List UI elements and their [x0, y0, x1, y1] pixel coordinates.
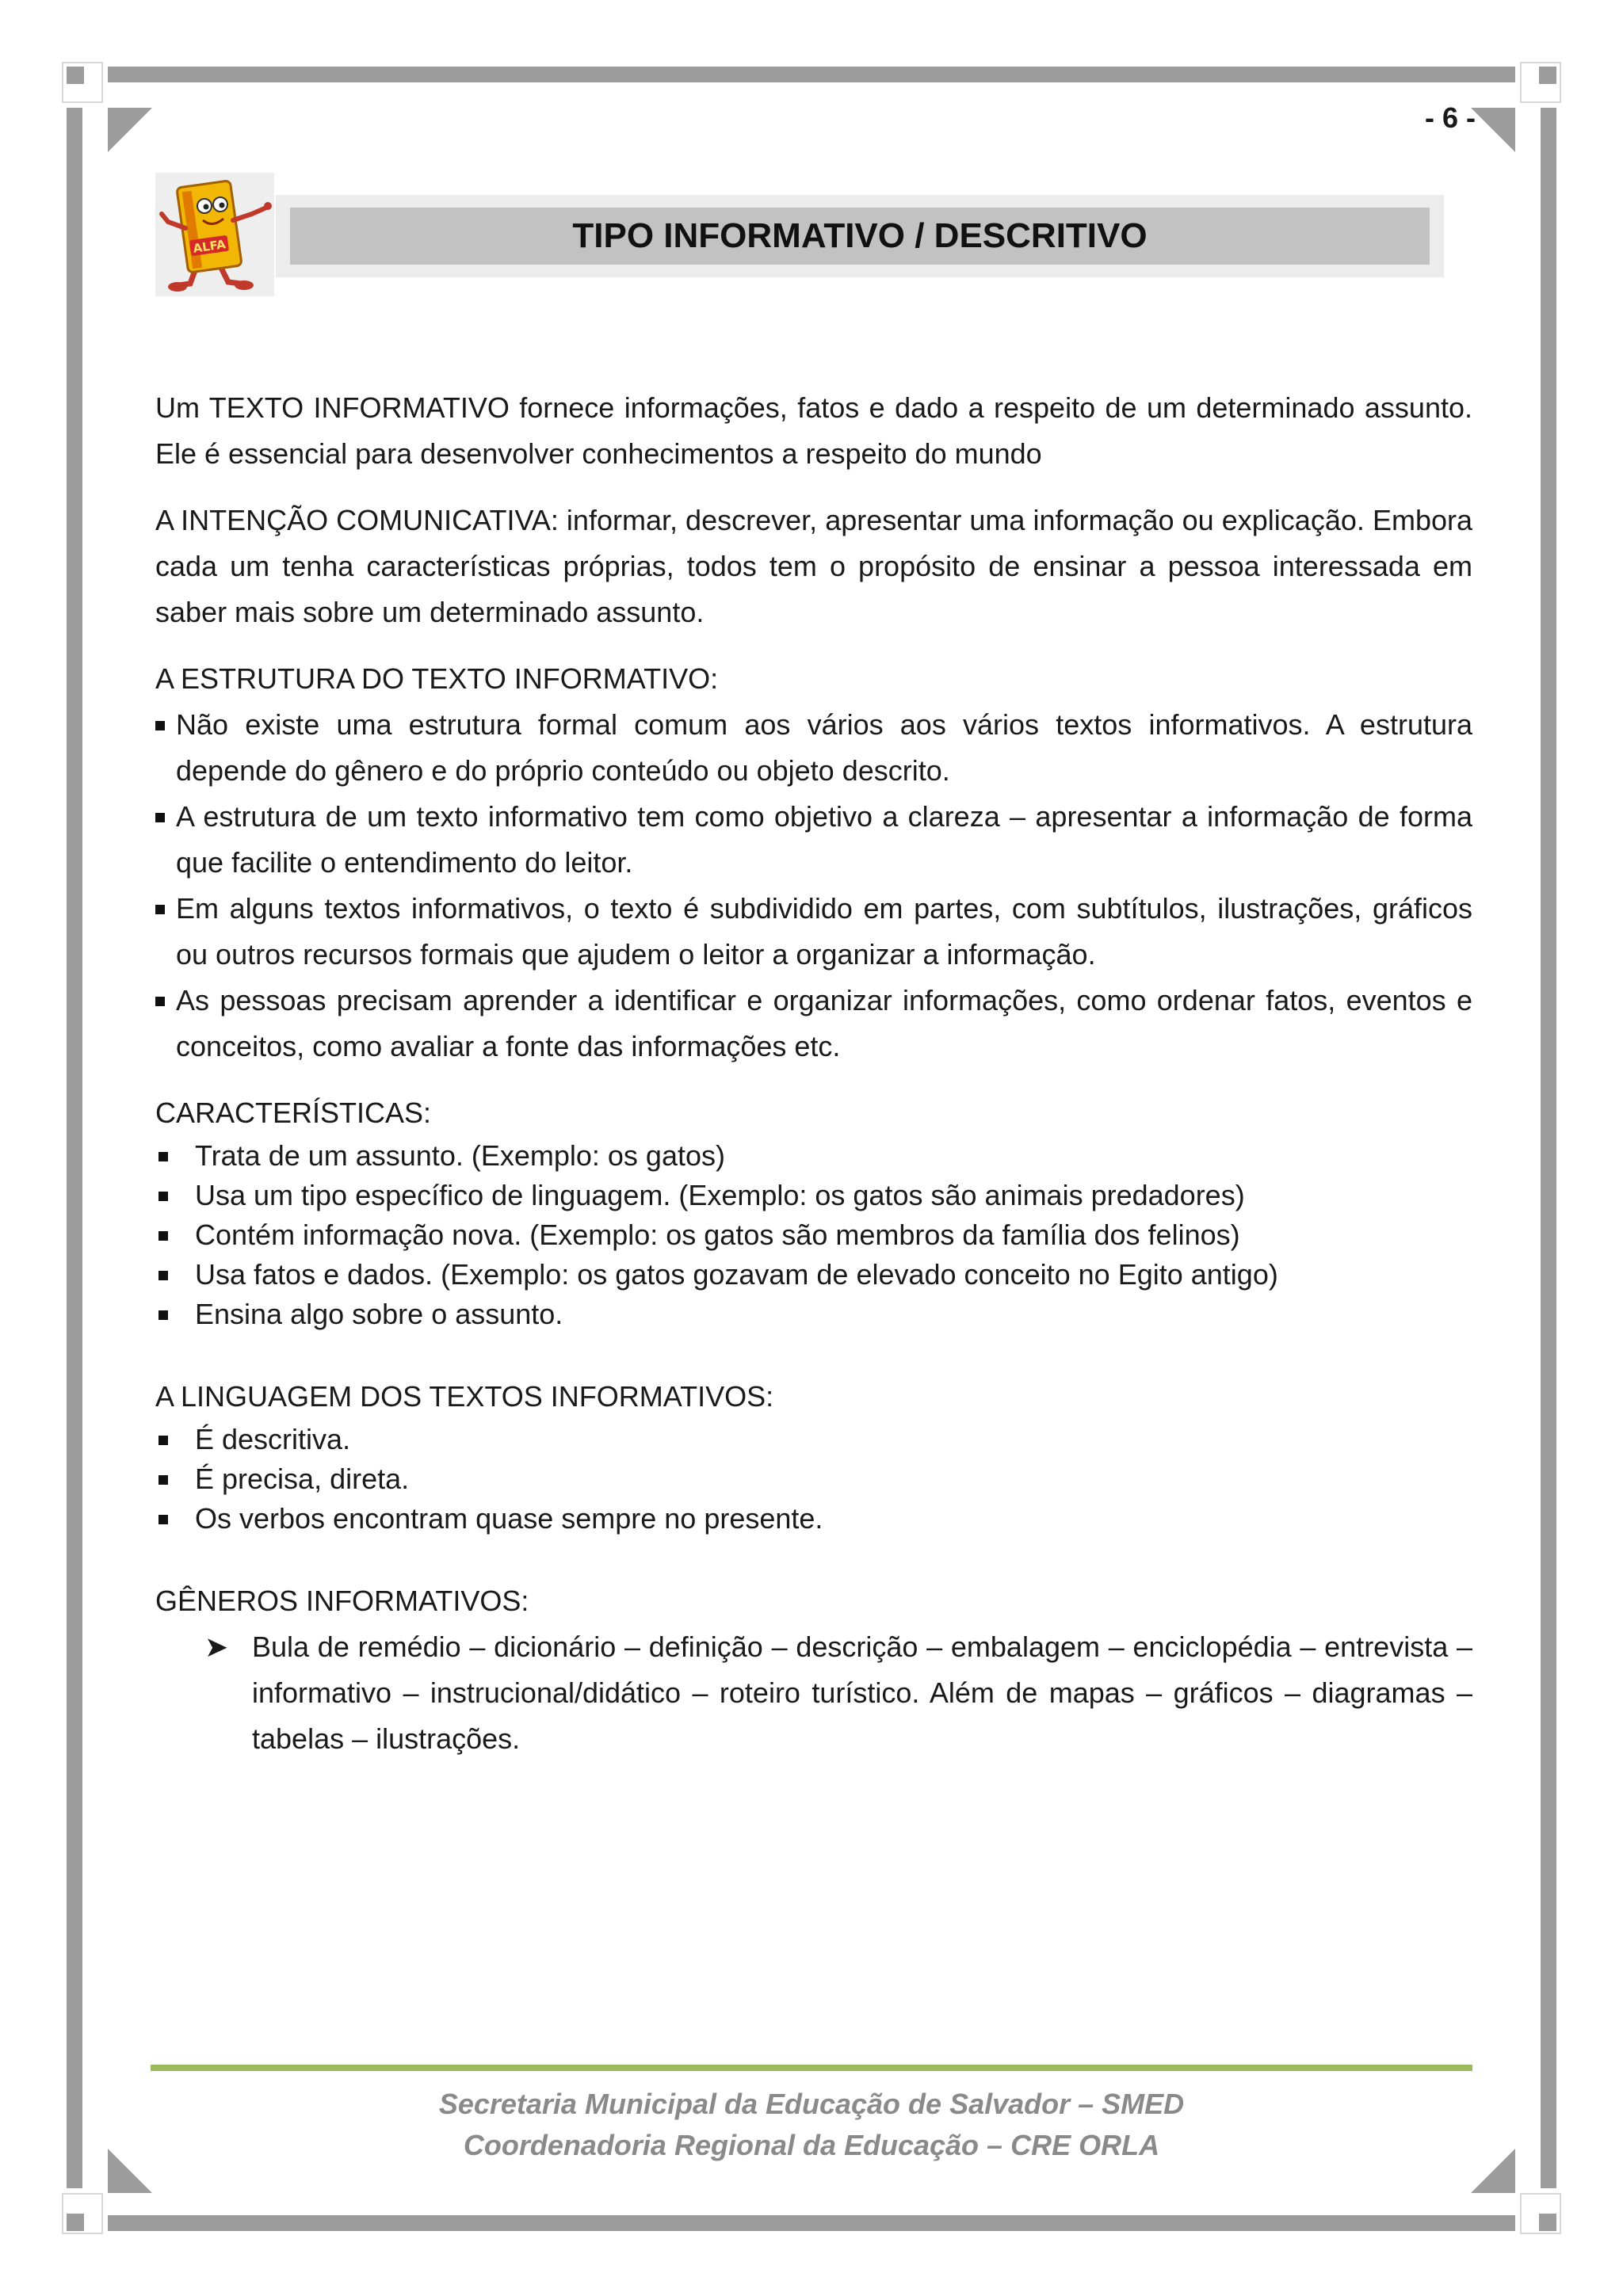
frame-triangle-tr	[1471, 108, 1515, 152]
list-item: É descritiva.	[155, 1420, 1472, 1459]
list-item: Não existe uma estrutura formal comum aos vários aos vários textos informativos. A estrutura depende do gênero e do próprio conteúdo ou objeto descrito.	[155, 702, 1472, 794]
list-item: Contém informação nova. (Exemplo: os gatos são membros da família dos felinos)	[155, 1215, 1472, 1255]
footer-line-1: Secretaria Municipal da Educação de Salvador – SMED	[438, 2088, 1185, 2120]
section-estrutura	[155, 656, 1472, 1070]
frame-corner-square-bl	[67, 2214, 84, 2231]
section-title-estrutura: A ESTRUTURA DO TEXTO INFORMATIVO:	[155, 662, 719, 695]
section-linguagem	[155, 1374, 1472, 1539]
list-item-text: Bula de remédio – dicionário – definição – descrição – embalagem – enciclopédia – entrevista – informativo – instrucional/didático – roteiro turístico. Além de mapas – gráficos – diagramas – tabelas – ilustrações.	[252, 1630, 1472, 1755]
section-caracteristicas	[155, 1090, 1472, 1334]
list-item: Ensina algo sobre o assunto.	[155, 1295, 1472, 1334]
list-estrutura	[155, 702, 1472, 1070]
arrow-bullet-icon: ➤	[204, 1630, 229, 1663]
section-generos	[155, 1578, 1472, 1762]
intro-paragraph-2: A INTENÇÃO COMUNICATIVA: informar, descrever, apresentar uma informação ou explicação. Embora cada um tenha características próprias, todos tem o propósito de ensinar a pessoa interessada em saber mais sobre um determinado assunto.	[155, 504, 1472, 628]
section-title-caracteristicas: CARACTERÍSTICAS:	[155, 1097, 432, 1129]
list-generos	[155, 1624, 1472, 1762]
intro-paragraph-1: Um TEXTO INFORMATIVO fornece informações, fatos e dado a respeito de um determinado assunto. Ele é essencial para desenvolver conhecimentos a respeito do mundo	[155, 391, 1472, 470]
list-item	[204, 1624, 1472, 1762]
list-item: A estrutura de um texto informativo tem como objetivo a clareza – apresentar a informação de forma que facilite o entendimento do leitor.	[155, 794, 1472, 886]
page-number: - 6 -	[1424, 101, 1476, 134]
list-item: Os verbos encontram quase sempre no presente.	[155, 1499, 1472, 1539]
list-item: É precisa, direta.	[155, 1459, 1472, 1499]
frame-corner-square-br	[1539, 2214, 1556, 2231]
list-item: Usa um tipo específico de linguagem. (Exemplo: os gatos são animais predadores)	[155, 1176, 1472, 1215]
frame-right-bar	[1541, 108, 1556, 2188]
frame-left-bar	[67, 108, 82, 2188]
frame-top-bar	[108, 67, 1515, 82]
alfa-mascot-icon	[155, 173, 274, 296]
page-title: TIPO INFORMATIVO / DESCRITIVO	[290, 208, 1430, 265]
footer-line-2: Coordenadoria Regional da Educação – CRE ORLA	[463, 2129, 1160, 2161]
section-title-generos: GÊNEROS INFORMATIVOS:	[155, 1585, 529, 1617]
section-title-linguagem: A LINGUAGEM DOS TEXTOS INFORMATIVOS:	[155, 1380, 774, 1413]
list-item: Trata de um assunto. (Exemplo: os gatos)	[155, 1136, 1472, 1176]
frame-corner-square-tr	[1539, 67, 1556, 84]
frame-bottom-bar	[108, 2215, 1515, 2231]
frame-corner-square-tl	[67, 67, 84, 84]
frame-triangle-tl	[108, 108, 152, 152]
list-linguagem	[155, 1420, 1472, 1539]
list-item: As pessoas precisam aprender a identificar e organizar informações, como ordenar fatos, eventos e conceitos, como avaliar a fonte das informações etc.	[155, 978, 1472, 1070]
document-body	[155, 385, 1472, 1762]
mascot-label: ALFA	[192, 237, 227, 256]
frame-triangle-br	[1471, 2149, 1515, 2193]
frame-triangle-bl	[108, 2149, 152, 2193]
footer	[151, 2084, 1472, 2166]
list-item: Em alguns textos informativos, o texto é subdividido em partes, com subtítulos, ilustrações, gráficos ou outros recursos formais que ajudem o leitor a organizar a informação.	[155, 886, 1472, 978]
list-caracteristicas	[155, 1136, 1472, 1334]
list-item: Usa fatos e dados. (Exemplo: os gatos gozavam de elevado conceito no Egito antigo)	[155, 1255, 1472, 1295]
footer-divider	[151, 2065, 1472, 2071]
